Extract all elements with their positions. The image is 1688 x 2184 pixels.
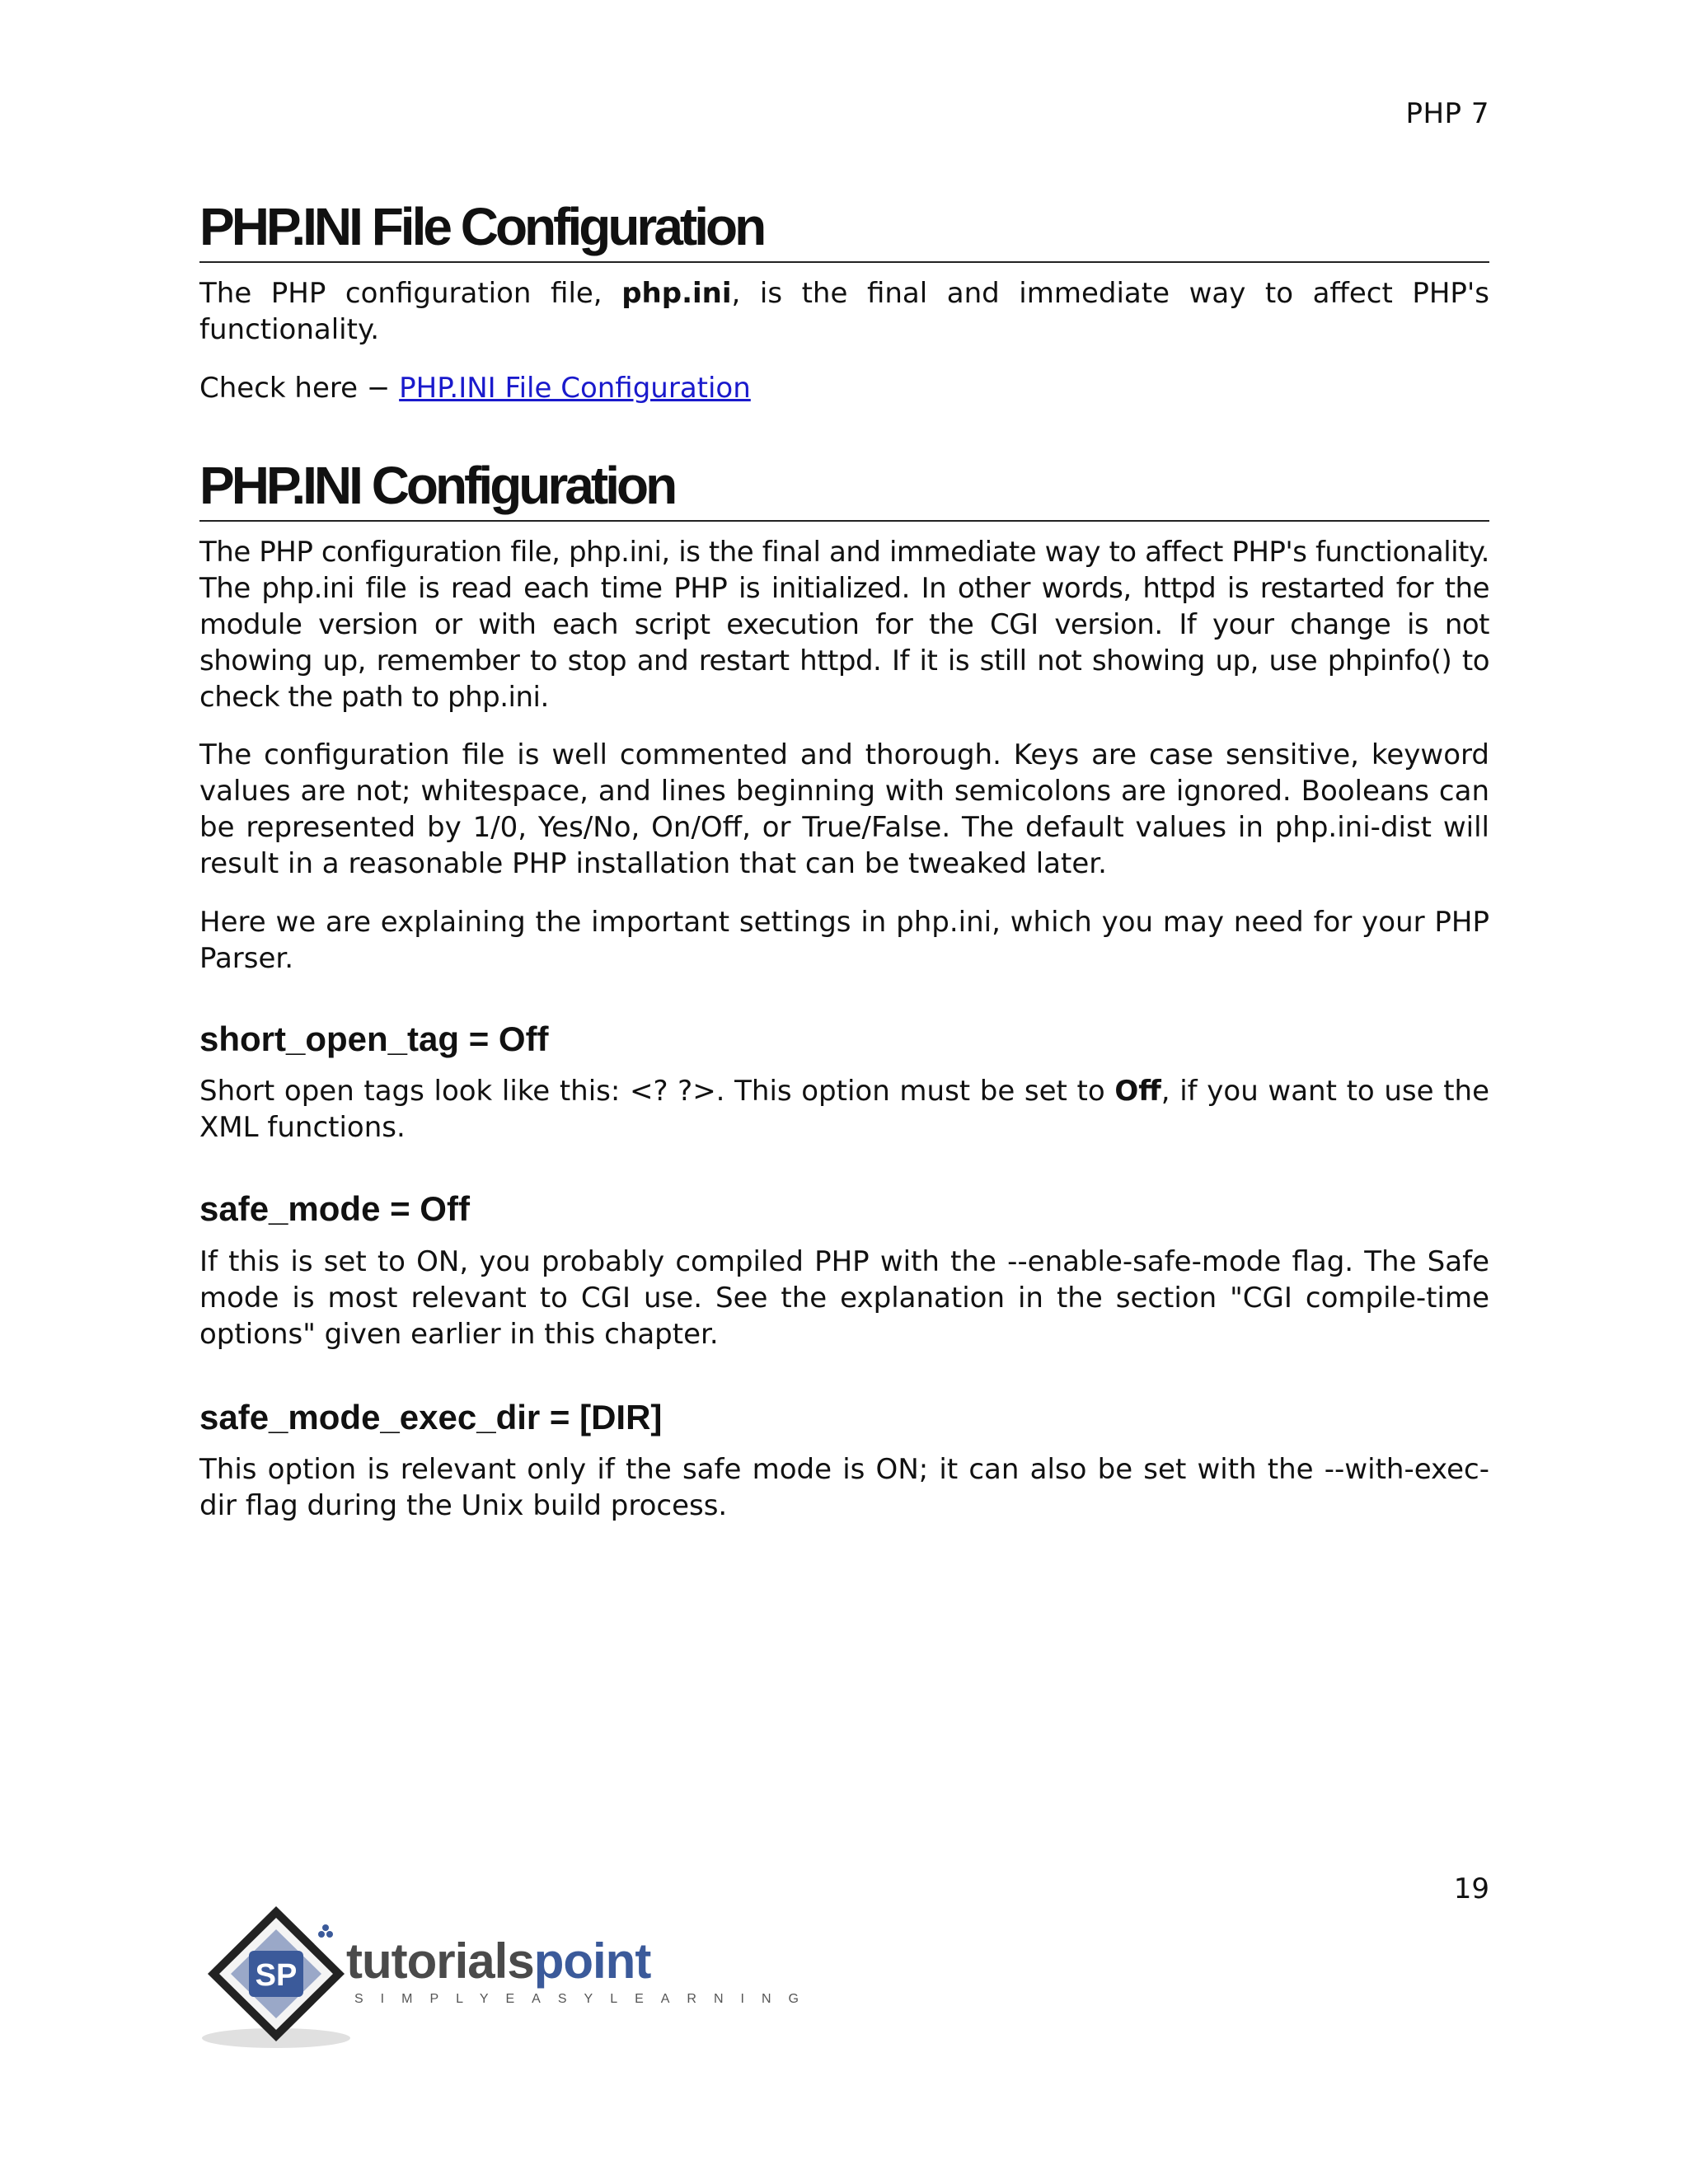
- setting-text-safe-mode-exec-dir: This option is relevant only if the safe mode is ON; it can also be set with the --with-exec-dir flag during the Unix build process.: [199, 1453, 1489, 1522]
- intro-suffix: , is the final and immediate way to affect PHP's functionality.: [199, 277, 1489, 346]
- php-ini-configuration-link[interactable]: PHP.INI File Configuration: [399, 372, 751, 405]
- php-ini-bold: php.ini: [621, 277, 732, 310]
- setting-title-safe-mode: safe_mode = Off: [199, 1189, 470, 1228]
- tutorialspoint-logo: [198, 1900, 816, 2056]
- config-paragraph-2: The configuration file is well commented and thorough. Keys are case sensitive, keyword values are not; whitespace, and lines beginning with semicolons are ignored. Booleans can be represented by 1/0, Yes/No, On/Off, or True/False. The default values in php.ini-dist will result in a reasonable PHP installation that can be tweaked later.: [199, 738, 1489, 880]
- config-paragraph-3: Here we are explaining the important settings in php.ini, which you may need for your PHP Parser.: [199, 906, 1489, 975]
- check-prefix: Check here −: [199, 372, 400, 405]
- logo-word-accent: point: [533, 1933, 651, 1989]
- check-here-line: [199, 370, 1489, 406]
- intro-paragraph: [199, 275, 1489, 348]
- logo-emblem-icon: [198, 1900, 363, 2056]
- setting-text-safe-mode: If this is set to ON, you probably compiled PHP with the --enable-safe-mode flag. The Safe mode is most relevant to CGI use. See the explanation in the section "CGI compile-time options" given earlier in this chapter.: [199, 1245, 1489, 1351]
- page-number: 19: [1453, 1872, 1489, 1905]
- svg-text:SP: SP: [255, 1958, 298, 1993]
- section-title-configuration: PHP.INI Configuration: [199, 459, 1489, 522]
- logo-word-main: tutorials: [346, 1933, 534, 1989]
- running-header: PHP 7: [1405, 97, 1489, 130]
- intro-prefix: The PHP configuration file,: [199, 277, 622, 310]
- short-open-tag-suffix: , if you want to use the XML functions.: [199, 1075, 1489, 1144]
- off-bold: Off: [1114, 1075, 1161, 1108]
- logo-wordmark: [346, 1933, 650, 1990]
- setting-title-short-open-tag: short_open_tag = Off: [199, 1019, 549, 1058]
- short-open-tag-prefix: Short open tags look like this: <? ?>. This option must be set to: [199, 1075, 1115, 1108]
- setting-title-safe-mode-exec-dir: safe_mode_exec_dir = [DIR]: [199, 1398, 663, 1436]
- section-title-file-configuration: PHP.INI File Configuration: [199, 200, 1489, 263]
- logo-tagline: SIMPLYEASYLEARNING: [354, 1992, 816, 2006]
- setting-text-short-open-tag: [199, 1073, 1489, 1146]
- config-paragraph-1: The PHP configuration file, php.ini, is the final and immediate way to affect PHP's functionality. The php.ini file is read each time PHP is initialized. In other words, httpd is restarted for the module version or with each script execution for the CGI version. If your change is not showing up, remember to stop and restart httpd. If it is still not showing up, use phpinfo() to check the path to php.ini.: [199, 536, 1489, 714]
